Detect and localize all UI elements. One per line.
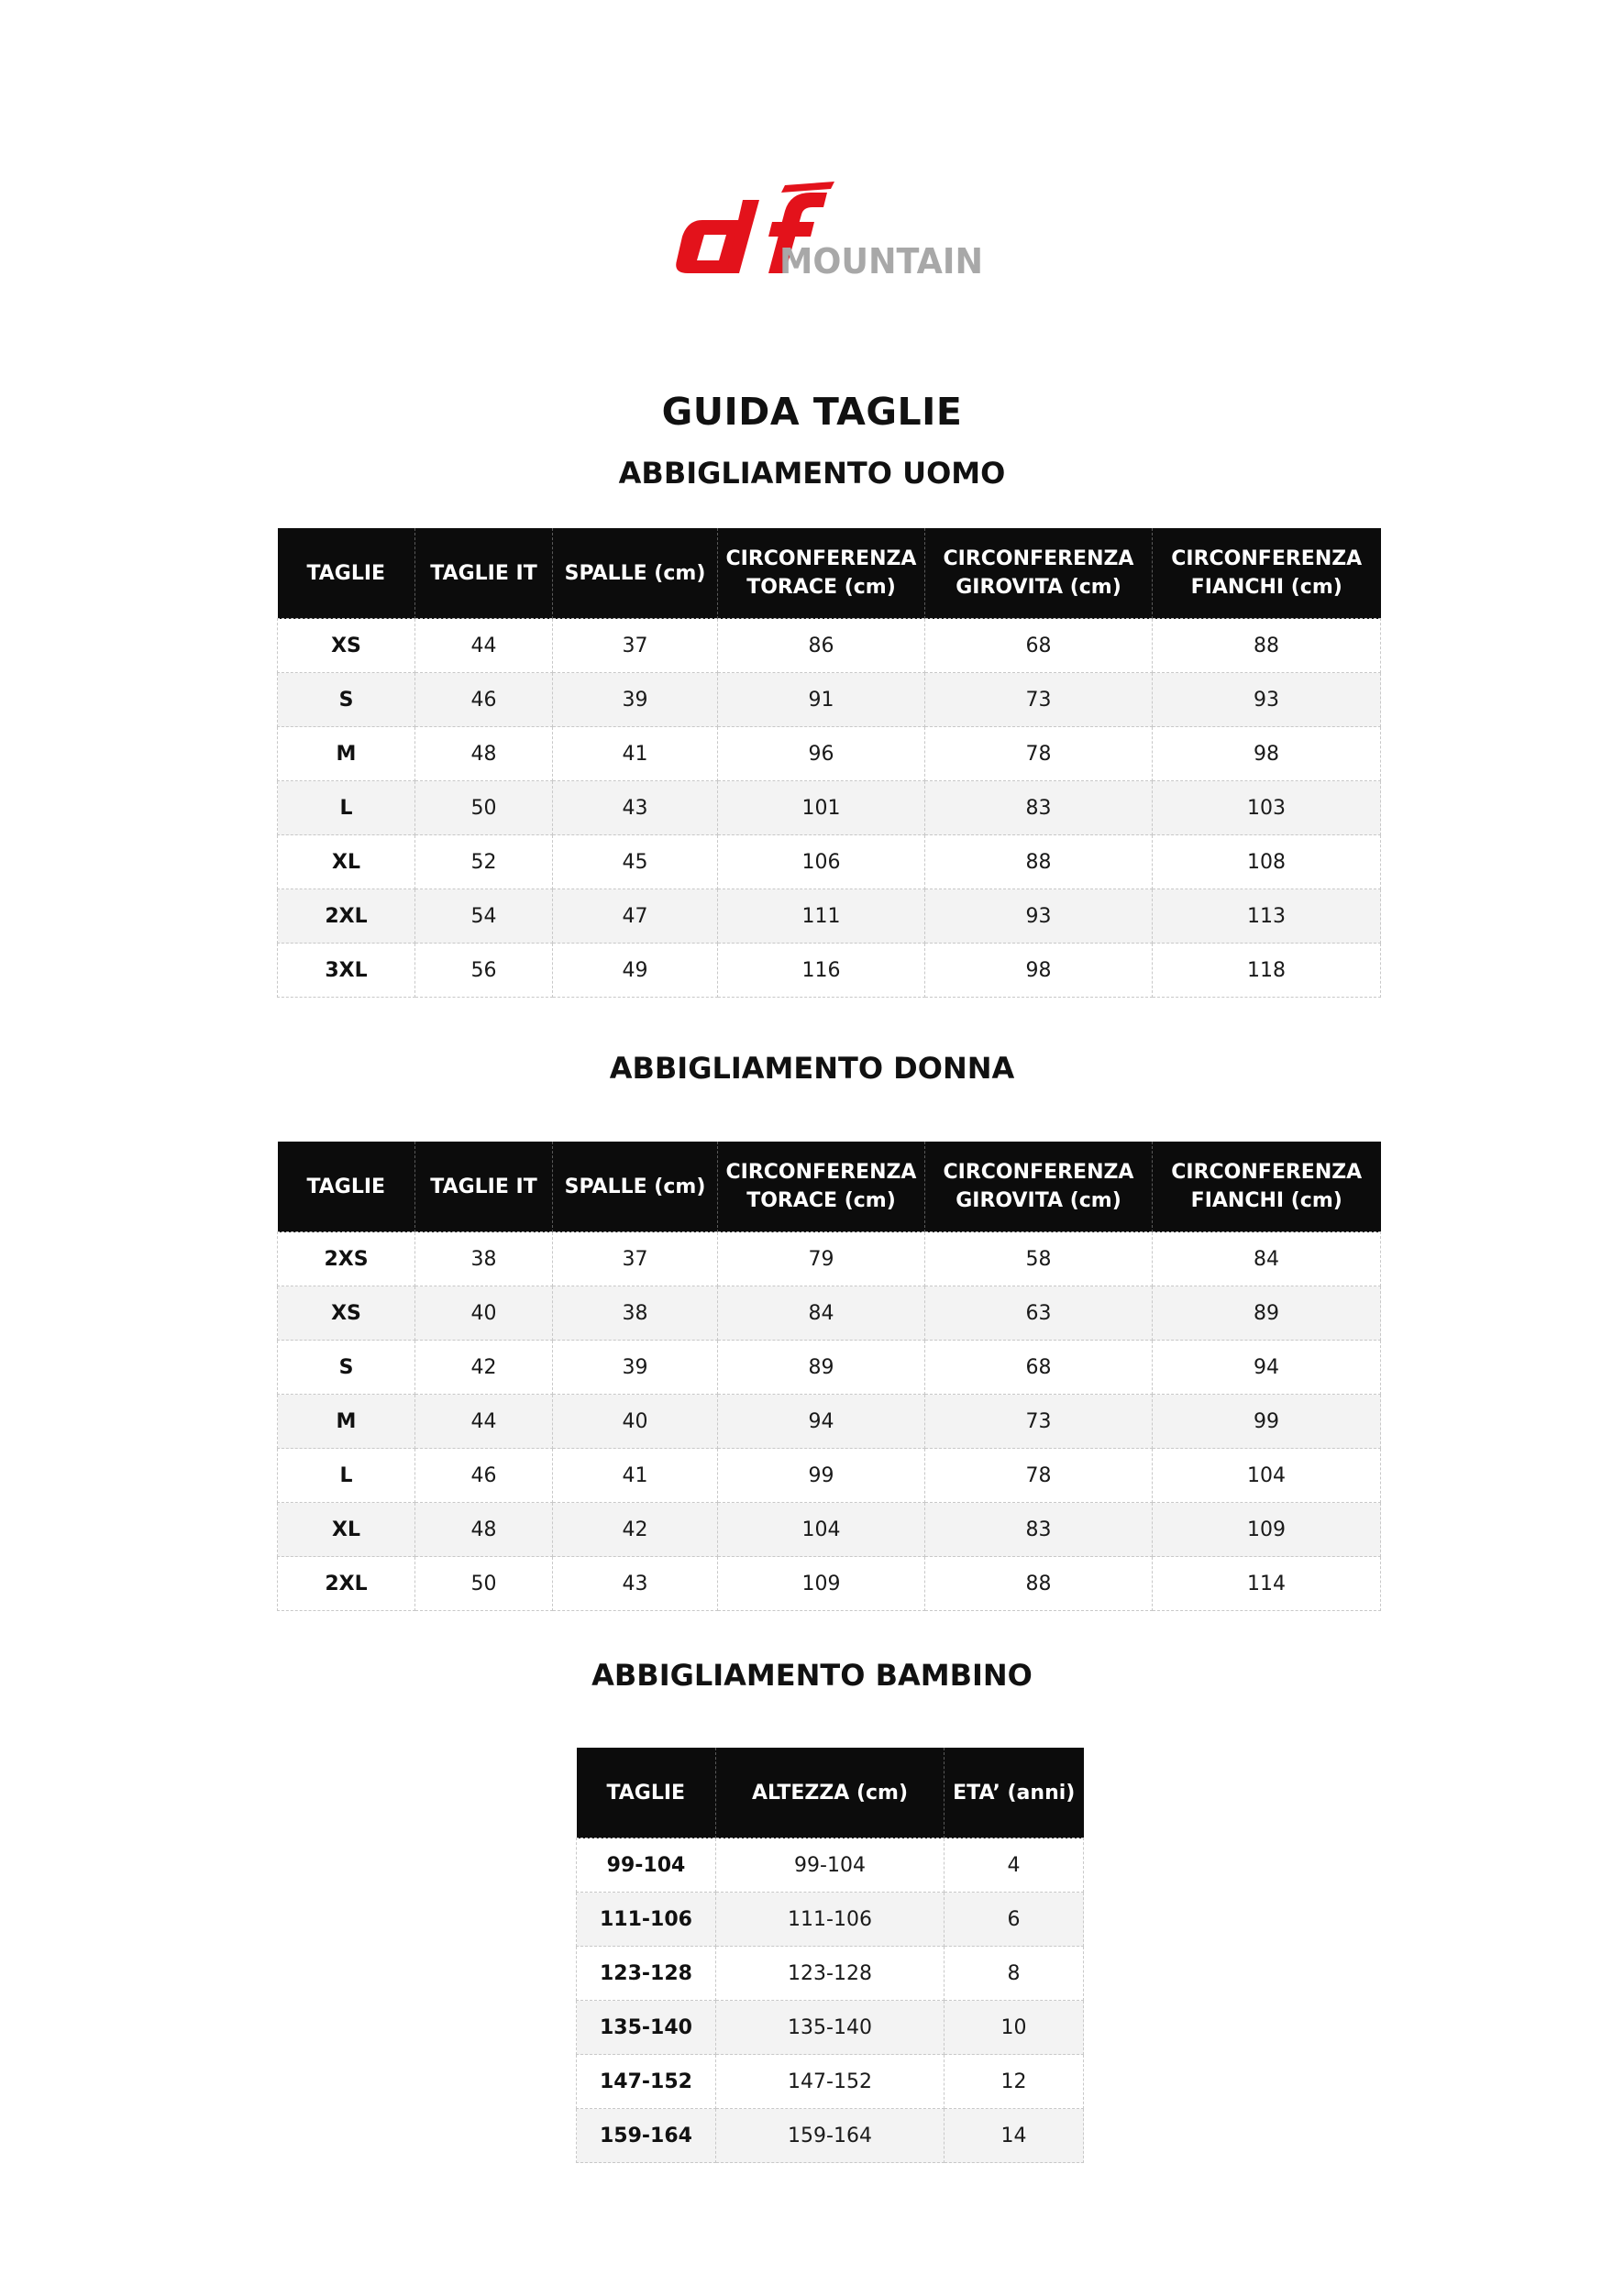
kids-table-cell: 6	[945, 1893, 1084, 1947]
women-table-cell: 48	[415, 1503, 553, 1557]
women-table-row	[278, 1557, 1381, 1611]
women-size-label: 2XL	[278, 1557, 415, 1611]
women-table-cell: 79	[718, 1232, 925, 1286]
women-table-cell: 94	[1153, 1341, 1381, 1395]
kids-size-label: 99-104	[577, 1838, 716, 1893]
kids-size-label: 159-164	[577, 2109, 716, 2163]
men-table-cell: 98	[925, 944, 1153, 998]
men-table-cell: 101	[718, 781, 925, 835]
women-table-cell: 78	[925, 1449, 1153, 1503]
men-table-cell: 49	[553, 944, 718, 998]
women-size-label: 2XS	[278, 1232, 415, 1286]
men-table-cell: 41	[553, 727, 718, 781]
women-table-row	[278, 1503, 1381, 1557]
women-table-cell: 73	[925, 1395, 1153, 1449]
women-table-cell: 46	[415, 1449, 553, 1503]
kids-table-cell: 159-164	[716, 2109, 945, 2163]
men-table-cell: 37	[553, 619, 718, 673]
kids-table-row	[577, 1893, 1084, 1947]
women-table-cell: 41	[553, 1449, 718, 1503]
df-mountain-logo	[668, 182, 987, 279]
women-column-header: TAGLIE IT	[415, 1142, 553, 1232]
women-table-cell: 94	[718, 1395, 925, 1449]
women-table-cell: 42	[415, 1341, 553, 1395]
men-table-cell: 73	[925, 673, 1153, 727]
men-table-cell: 98	[1153, 727, 1381, 781]
men-table-row	[278, 835, 1381, 889]
women-table-cell: 50	[415, 1557, 553, 1611]
women-table-cell: 37	[553, 1232, 718, 1286]
men-table-cell: 93	[925, 889, 1153, 944]
men-size-label: M	[278, 727, 415, 781]
men-table-cell: 96	[718, 727, 925, 781]
kids-table-cell: 123-128	[716, 1947, 945, 2001]
women-table-cell: 42	[553, 1503, 718, 1557]
men-table-cell: 88	[1153, 619, 1381, 673]
women-table-cell: 40	[415, 1286, 553, 1341]
kids-table-cell: 99-104	[716, 1838, 945, 1893]
women-column-header: CIRCONFERENZA FIANCHI (cm)	[1153, 1142, 1381, 1232]
men-table-row	[278, 944, 1381, 998]
women-size-label: M	[278, 1395, 415, 1449]
women-table-cell: 63	[925, 1286, 1153, 1341]
men-size-label: 2XL	[278, 889, 415, 944]
men-table-cell: 56	[415, 944, 553, 998]
women-table-cell: 44	[415, 1395, 553, 1449]
women-column-header: CIRCONFERENZA GIROVITA (cm)	[925, 1142, 1153, 1232]
men-table-cell: 118	[1153, 944, 1381, 998]
men-table-cell: 48	[415, 727, 553, 781]
kids-column-header: TAGLIE	[577, 1748, 716, 1838]
women-table-cell: 43	[553, 1557, 718, 1611]
men-section-heading: ABBIGLIAMENTO UOMO	[618, 456, 1006, 491]
men-table-cell: 113	[1153, 889, 1381, 944]
women-table-cell: 89	[718, 1341, 925, 1395]
women-table-cell: 68	[925, 1341, 1153, 1395]
kids-size-label: 111-106	[577, 1893, 716, 1947]
kids-section-heading: ABBIGLIAMENTO BAMBINO	[591, 1658, 1033, 1693]
women-table-cell: 109	[1153, 1503, 1381, 1557]
page-title: GUIDA TAGLIE	[661, 390, 963, 434]
women-table-cell: 99	[1153, 1395, 1381, 1449]
women-table-cell: 39	[553, 1341, 718, 1395]
men-column-header: CIRCONFERENZA TORACE (cm)	[718, 528, 925, 619]
women-table-row	[278, 1341, 1381, 1395]
kids-table-cell: 10	[945, 2001, 1084, 2055]
kids-table-header	[577, 1748, 1084, 1838]
men-size-label: S	[278, 673, 415, 727]
men-table-cell: 108	[1153, 835, 1381, 889]
women-column-header: TAGLIE	[278, 1142, 415, 1232]
men-table-cell: 88	[925, 835, 1153, 889]
men-table-cell: 68	[925, 619, 1153, 673]
men-table-cell: 50	[415, 781, 553, 835]
men-column-header: TAGLIE IT	[415, 528, 553, 619]
kids-size-label: 123-128	[577, 1947, 716, 2001]
men-size-label: L	[278, 781, 415, 835]
kids-column-header: ALTEZZA (cm)	[716, 1748, 945, 1838]
women-table-cell: 38	[553, 1286, 718, 1341]
men-size-label: XL	[278, 835, 415, 889]
kids-table-row	[577, 2001, 1084, 2055]
kids-table-cell: 147-152	[716, 2055, 945, 2109]
men-column-header: SPALLE (cm)	[553, 528, 718, 619]
women-size-label: L	[278, 1449, 415, 1503]
women-table-cell: 83	[925, 1503, 1153, 1557]
kids-table-row	[577, 1947, 1084, 2001]
men-table-cell: 116	[718, 944, 925, 998]
women-size-table	[277, 1142, 1381, 1611]
men-table-cell: 46	[415, 673, 553, 727]
kids-table-cell: 111-106	[716, 1893, 945, 1947]
women-table-cell: 58	[925, 1232, 1153, 1286]
women-table-cell: 109	[718, 1557, 925, 1611]
women-section-heading: ABBIGLIAMENTO DONNA	[609, 1051, 1015, 1086]
logo-wordmark: MOUNTAIN	[779, 241, 983, 279]
women-table-cell: 104	[718, 1503, 925, 1557]
men-table-cell: 43	[553, 781, 718, 835]
men-table-cell: 78	[925, 727, 1153, 781]
kids-table-cell: 14	[945, 2109, 1084, 2163]
women-table-cell: 88	[925, 1557, 1153, 1611]
kids-table-cell: 12	[945, 2055, 1084, 2109]
women-table-cell: 99	[718, 1449, 925, 1503]
men-table-cell: 86	[718, 619, 925, 673]
men-column-header: TAGLIE	[278, 528, 415, 619]
men-table-cell: 44	[415, 619, 553, 673]
men-table-cell: 91	[718, 673, 925, 727]
men-column-header: CIRCONFERENZA FIANCHI (cm)	[1153, 528, 1381, 619]
women-table-cell: 84	[718, 1286, 925, 1341]
men-table-row	[278, 673, 1381, 727]
women-table-row	[278, 1395, 1381, 1449]
men-table-cell: 45	[553, 835, 718, 889]
kids-table-row	[577, 2109, 1084, 2163]
kids-table-cell: 135-140	[716, 2001, 945, 2055]
kids-size-label: 135-140	[577, 2001, 716, 2055]
women-table-row	[278, 1449, 1381, 1503]
kids-table-row	[577, 2055, 1084, 2109]
women-table-row	[278, 1232, 1381, 1286]
women-table-cell: 104	[1153, 1449, 1381, 1503]
women-table-cell: 40	[553, 1395, 718, 1449]
women-column-header: SPALLE (cm)	[553, 1142, 718, 1232]
women-table-row	[278, 1286, 1381, 1341]
kids-size-table	[576, 1748, 1084, 2163]
men-table-cell: 103	[1153, 781, 1381, 835]
kids-column-header: ETA’ (anni)	[945, 1748, 1084, 1838]
men-table-cell: 39	[553, 673, 718, 727]
kids-table-row	[577, 1838, 1084, 1893]
women-size-label: XS	[278, 1286, 415, 1341]
women-table-cell: 89	[1153, 1286, 1381, 1341]
kids-size-label: 147-152	[577, 2055, 716, 2109]
kids-table-cell: 4	[945, 1838, 1084, 1893]
men-table-cell: 54	[415, 889, 553, 944]
men-table-cell: 47	[553, 889, 718, 944]
men-size-label: 3XL	[278, 944, 415, 998]
men-table-row	[278, 889, 1381, 944]
women-table-cell: 114	[1153, 1557, 1381, 1611]
men-table-row	[278, 619, 1381, 673]
men-size-table	[277, 528, 1381, 998]
men-table-cell: 106	[718, 835, 925, 889]
women-table-cell: 38	[415, 1232, 553, 1286]
men-table-cell: 83	[925, 781, 1153, 835]
men-table-row	[278, 727, 1381, 781]
men-column-header: CIRCONFERENZA GIROVITA (cm)	[925, 528, 1153, 619]
men-table-cell: 93	[1153, 673, 1381, 727]
men-table-row	[278, 781, 1381, 835]
women-table-cell: 84	[1153, 1232, 1381, 1286]
men-table-header	[278, 528, 1381, 619]
men-size-label: XS	[278, 619, 415, 673]
men-table-cell: 111	[718, 889, 925, 944]
women-table-header	[278, 1142, 1381, 1232]
men-table-cell: 52	[415, 835, 553, 889]
women-size-label: XL	[278, 1503, 415, 1557]
women-size-label: S	[278, 1341, 415, 1395]
women-column-header: CIRCONFERENZA TORACE (cm)	[718, 1142, 925, 1232]
kids-table-cell: 8	[945, 1947, 1084, 2001]
